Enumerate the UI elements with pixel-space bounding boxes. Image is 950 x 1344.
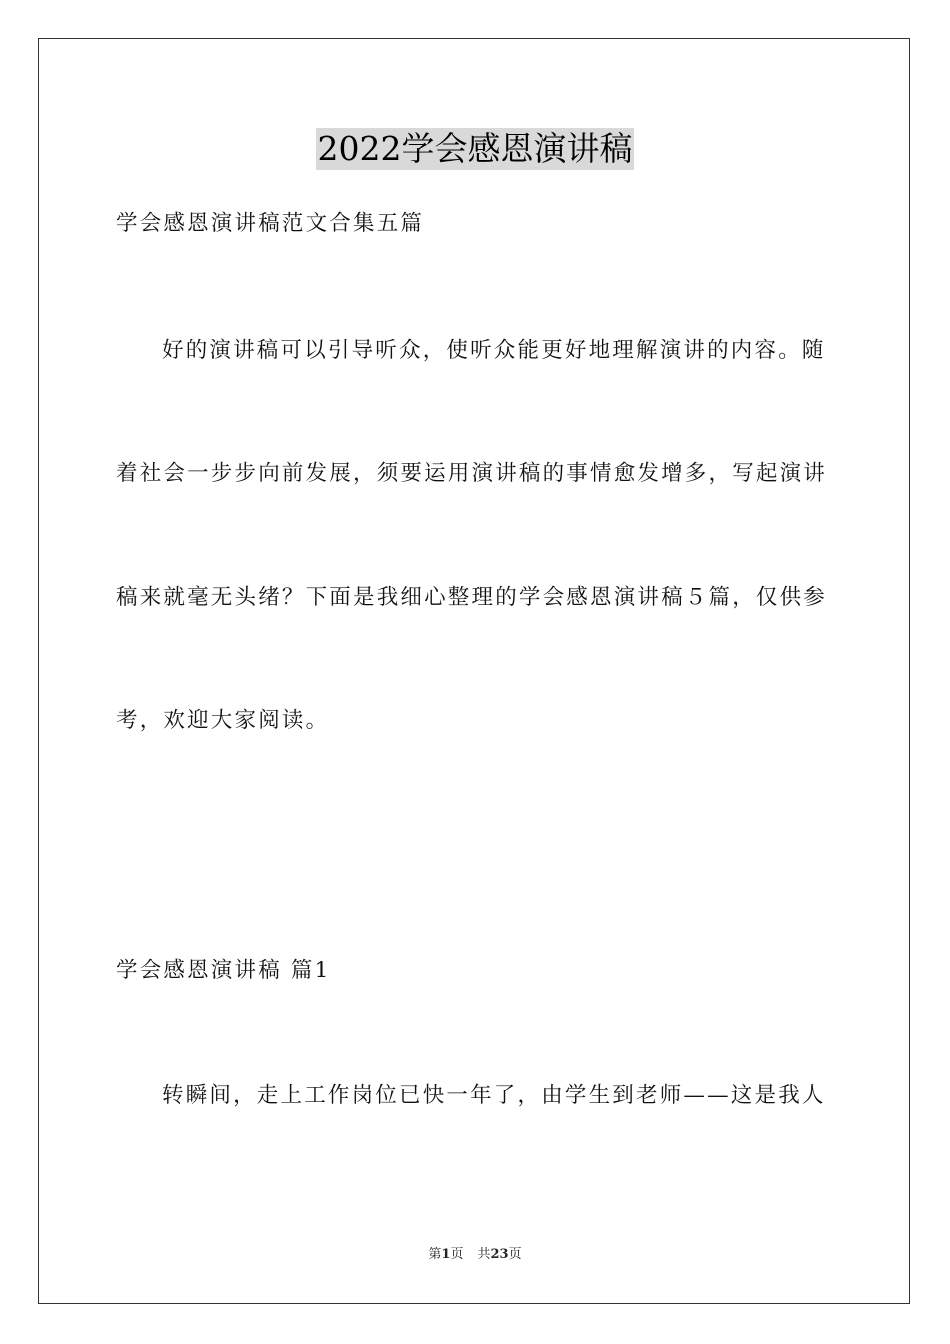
title-container xyxy=(0,128,950,170)
page-footer xyxy=(0,1246,950,1264)
footer-current-page: 1 xyxy=(441,1247,451,1262)
footer-total-suffix: 页 xyxy=(508,1247,522,1262)
intro-paragraph-line-1: 好的演讲稿可以引导听众，使听众能更好地理解演讲的内容。随 xyxy=(162,338,826,363)
intro-paragraph-line-3: 稿来就毫无头绪？下面是我细心整理的学会感恩演讲稿５篇，仅供参 xyxy=(116,585,828,610)
footer-page-prefix: 第 xyxy=(428,1247,442,1262)
footer-total-pages: 23 xyxy=(490,1247,509,1262)
intro-paragraph-line-2: 着社会一步步向前发展，须要运用演讲稿的事情愈发增多，写起演讲 xyxy=(116,461,828,486)
document-subtitle: 学会感恩演讲稿范文合集五篇 xyxy=(116,211,425,236)
document-title: 2022学会感恩演讲稿 xyxy=(317,129,633,168)
footer-page-suffix: 页 xyxy=(450,1247,464,1262)
section-paragraph-line-1: 转瞬间，走上工作岗位已快一年了，由学生到老师——这是我人 xyxy=(162,1083,826,1108)
intro-paragraph-line-4: 考，欢迎大家阅读。 xyxy=(116,708,330,733)
footer-total-prefix: 共 xyxy=(477,1247,491,1262)
section-heading: 学会感恩演讲稿 篇1 xyxy=(116,958,331,983)
